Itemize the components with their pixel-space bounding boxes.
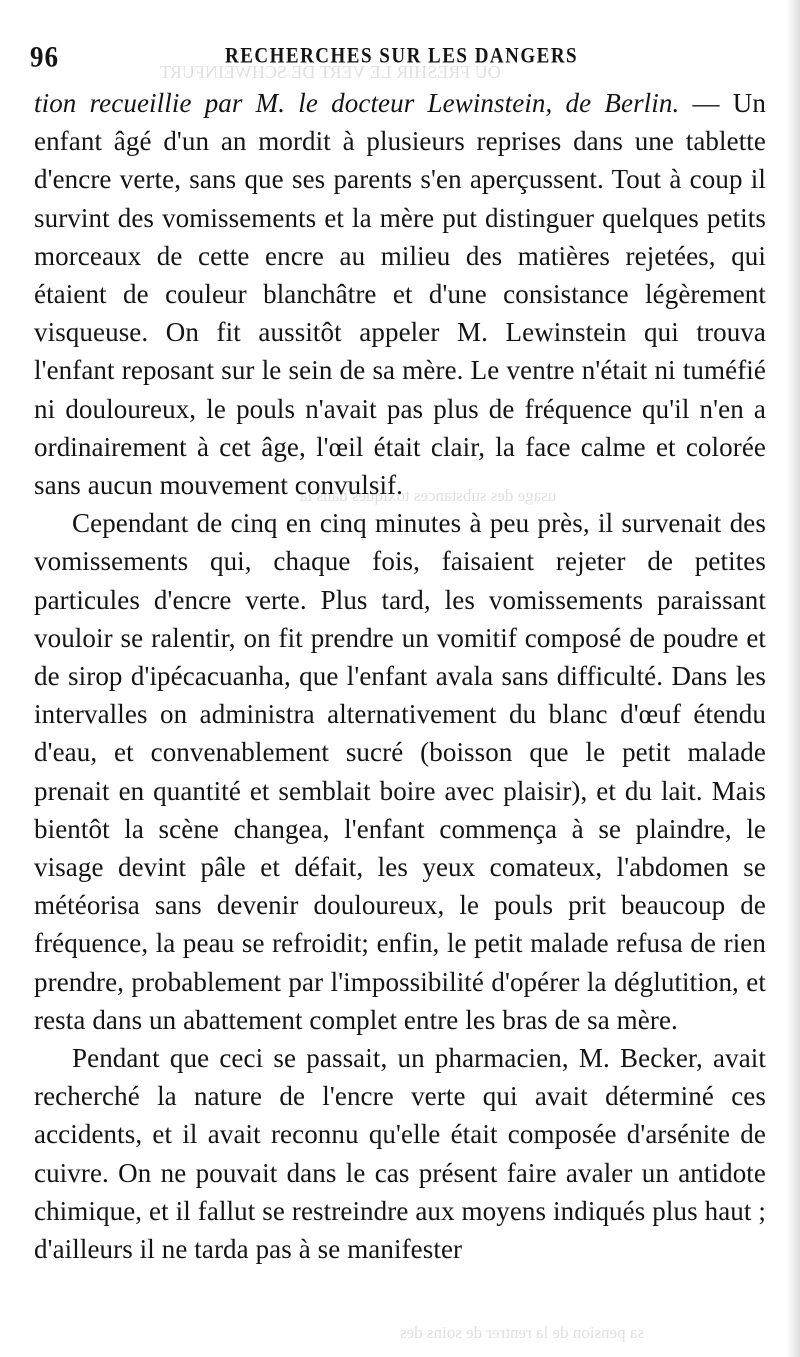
bleed-through-bottom: sa pension de la rentrer de soins des (400, 1323, 645, 1342)
running-title: RECHERCHES SUR LES DANGERS (225, 44, 579, 69)
paragraph-1-text: — Un enfant âgé d'un an mordit à plusieurs reprises dans une tablette d'encre verte, sans que ses parents s'en aperçussent. Tout à coup il survint des vomissements et la mère put distinguer quelques petits morceaux de cette encre au milieu des matières rejetées, qui étaient de couleur blanchâtre et d'une consistance légèrement visqueuse. On fit aussitôt appeler M. Lewinstein qui trouva l'enfant reposant sur le sein de sa mère. Le ventre n'était ni tuméfié ni douloureux, le pouls n'avait pas plus de fréquence qu'il n'en a ordinairement à cet âge, l'œil était clair, la face calme et colorée sans aucun mouvement convulsif. (34, 88, 766, 501)
paragraph-1 (34, 84, 766, 504)
body-text (34, 84, 766, 1268)
page-edge-shadow (786, 0, 800, 1357)
page-number: 96 (30, 40, 59, 73)
page-header (30, 40, 770, 74)
bleed-through-middle: usage des substances toxiques dans la (300, 486, 557, 505)
italic-lead: tion recueillie par M. le docteur Lewinstein, de Berlin. (34, 88, 680, 118)
paragraph-2: Cependant de cinq en cinq minutes à peu près, il survenait des vomissements qui, chaque fois, faisaient rejeter de petites particules d'encre verte. Plus tard, les vomissements paraissant vouloir se ralentir, on fit prendre un vomitif composé de poudre et de sirop d'ipécacuanha, que l'enfant avala sans difficulté. Dans les intervalles on administra alternativement du blanc d'œuf étendu d'eau, et convenablement sucré (boisson que le petit malade prenait en quantité et semblait boire avec plaisir), et du lait. Mais bientôt la scène changea, l'enfant commença à se plaindre, le visage devint pâle et défait, les yeux comateux, l'abdomen se météorisa sans devenir douloureux, le pouls prit beaucoup de fréquence, la peau se refroidit; enfin, le petit malade refusa de rien prendre, probablement par l'impossibilité d'opérer la déglutition, et resta dans un abattement complet entre les bras de sa mère. (34, 508, 766, 1035)
bleed-through-top: OU FRESHIR LE VERT DE SCHWEINFURT (160, 62, 501, 82)
paragraph-3: Pendant que ceci se passait, un pharmacien, M. Becker, avait recherché la nature de l'encre verte qui avait déterminé ces accidents, et il avait reconnu qu'elle était composée d'arsénite de cuivre. On ne pouvait dans le cas présent faire avaler un antidote chimique, et il fallut se restreindre aux moyens indiqués plus haut ; d'ailleurs il ne tarda pas à se manifester (34, 1043, 766, 1265)
